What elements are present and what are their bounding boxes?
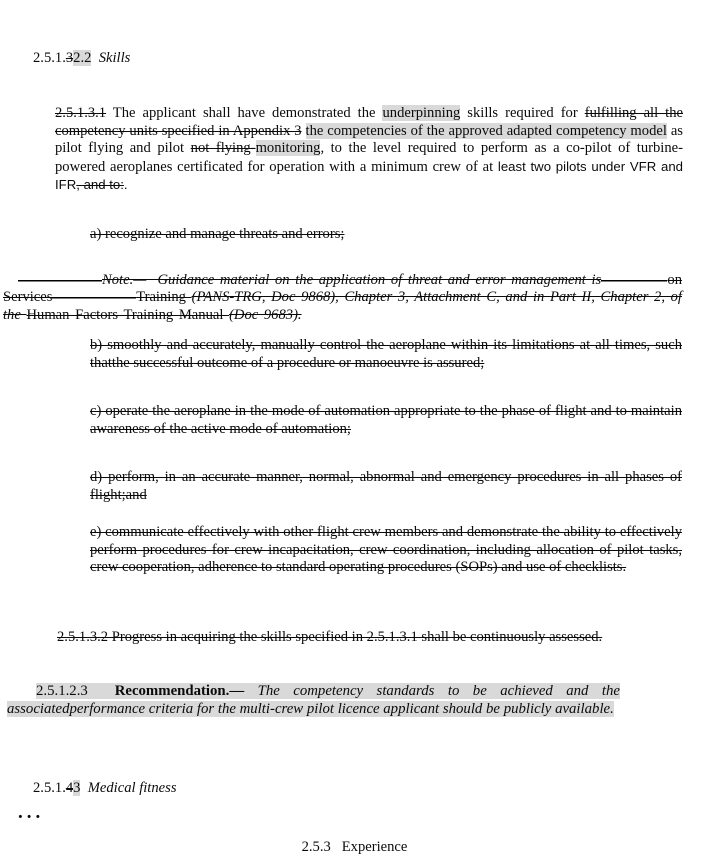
- ellipsis-continuation: ...: [18, 802, 45, 823]
- deleted-list-item-a: a) recognize and manage threats and errors;: [90, 226, 345, 242]
- recommendation-paragraph: 2.5.1.2.3 Recommendation.— The competency standards to be achieved and the associatedperformance criteria for the multi-crew pilot licence applicant should be publicly available.: [7, 683, 620, 717]
- note-text: Training (PANS-TRG, Doc 9868), Chapter 3, Attachment C, and in Part II, Chapter 2, of: [136, 289, 682, 305]
- section-heading-medical-fitness: 2.5.1.43 Medical fitness: [33, 780, 177, 796]
- strikethrough-gap: [52, 289, 136, 307]
- paragraph-2-5-1-3-2: 2.5.1.3.2 Progress in acquiring the skills specified in 2.5.1.3.1 shall be continuously assessed.: [57, 629, 603, 645]
- deleted-note-line-1: [18, 272, 682, 290]
- deleted-list-item-e: e) communicate effectively with other flight crew members and demonstrate the ability to effectively perform procedures for crew incapacitation, crew coordination, including allocation of pilot tasks, crew cooperation, adherence to standard operating procedures (SOPs) and use of checklists.: [90, 524, 682, 575]
- section-heading-skills: 2.5.1.32.2 Skills: [33, 50, 131, 66]
- note-text: Note.— Guidance material on the application of threat and error management is: [102, 271, 602, 288]
- paragraph-2-5-1-3-1: 2.5.1.3.1 The applicant shall have demonstrated the underpinning skills required for fulfilling all the competency units specified in Appendix 3 the competencies of the approved adapted competency model as pilot flying and pilot not flying-monitoring, to the level required to perform as a co-pilot of turbine-powered aeroplanes certificated for operation with a minimum crew of at least two pilots under VFR and IFR, and to:.: [55, 105, 683, 192]
- deleted-note-line-3: [3, 307, 302, 325]
- note-text: the Human Factors Training Manual (Doc 9683).: [3, 306, 302, 323]
- deleted-note-line-2: [3, 289, 682, 307]
- deleted-list-item-d: d) perform, in an accurate manner, normal, abnormal and emergency procedures in all phases of flight;and: [90, 469, 682, 503]
- deleted-list-item-b: b) smoothly and accurately, manually control the aeroplane within its limitations at all times, such thatthe successful outcome of a procedure or manoeuvre is assured;: [90, 337, 682, 371]
- note-text: on: [667, 271, 682, 288]
- strikethrough-gap: [18, 272, 102, 290]
- section-heading-experience: 2.5.3 Experience: [301, 839, 408, 855]
- strikethrough-gap: [601, 272, 667, 290]
- note-text: Services: [3, 289, 53, 305]
- deleted-list-item-c: c) operate the aeroplane in the mode of automation appropriate to the phase of flight and to maintain awareness of the active mode of automation;: [90, 403, 682, 437]
